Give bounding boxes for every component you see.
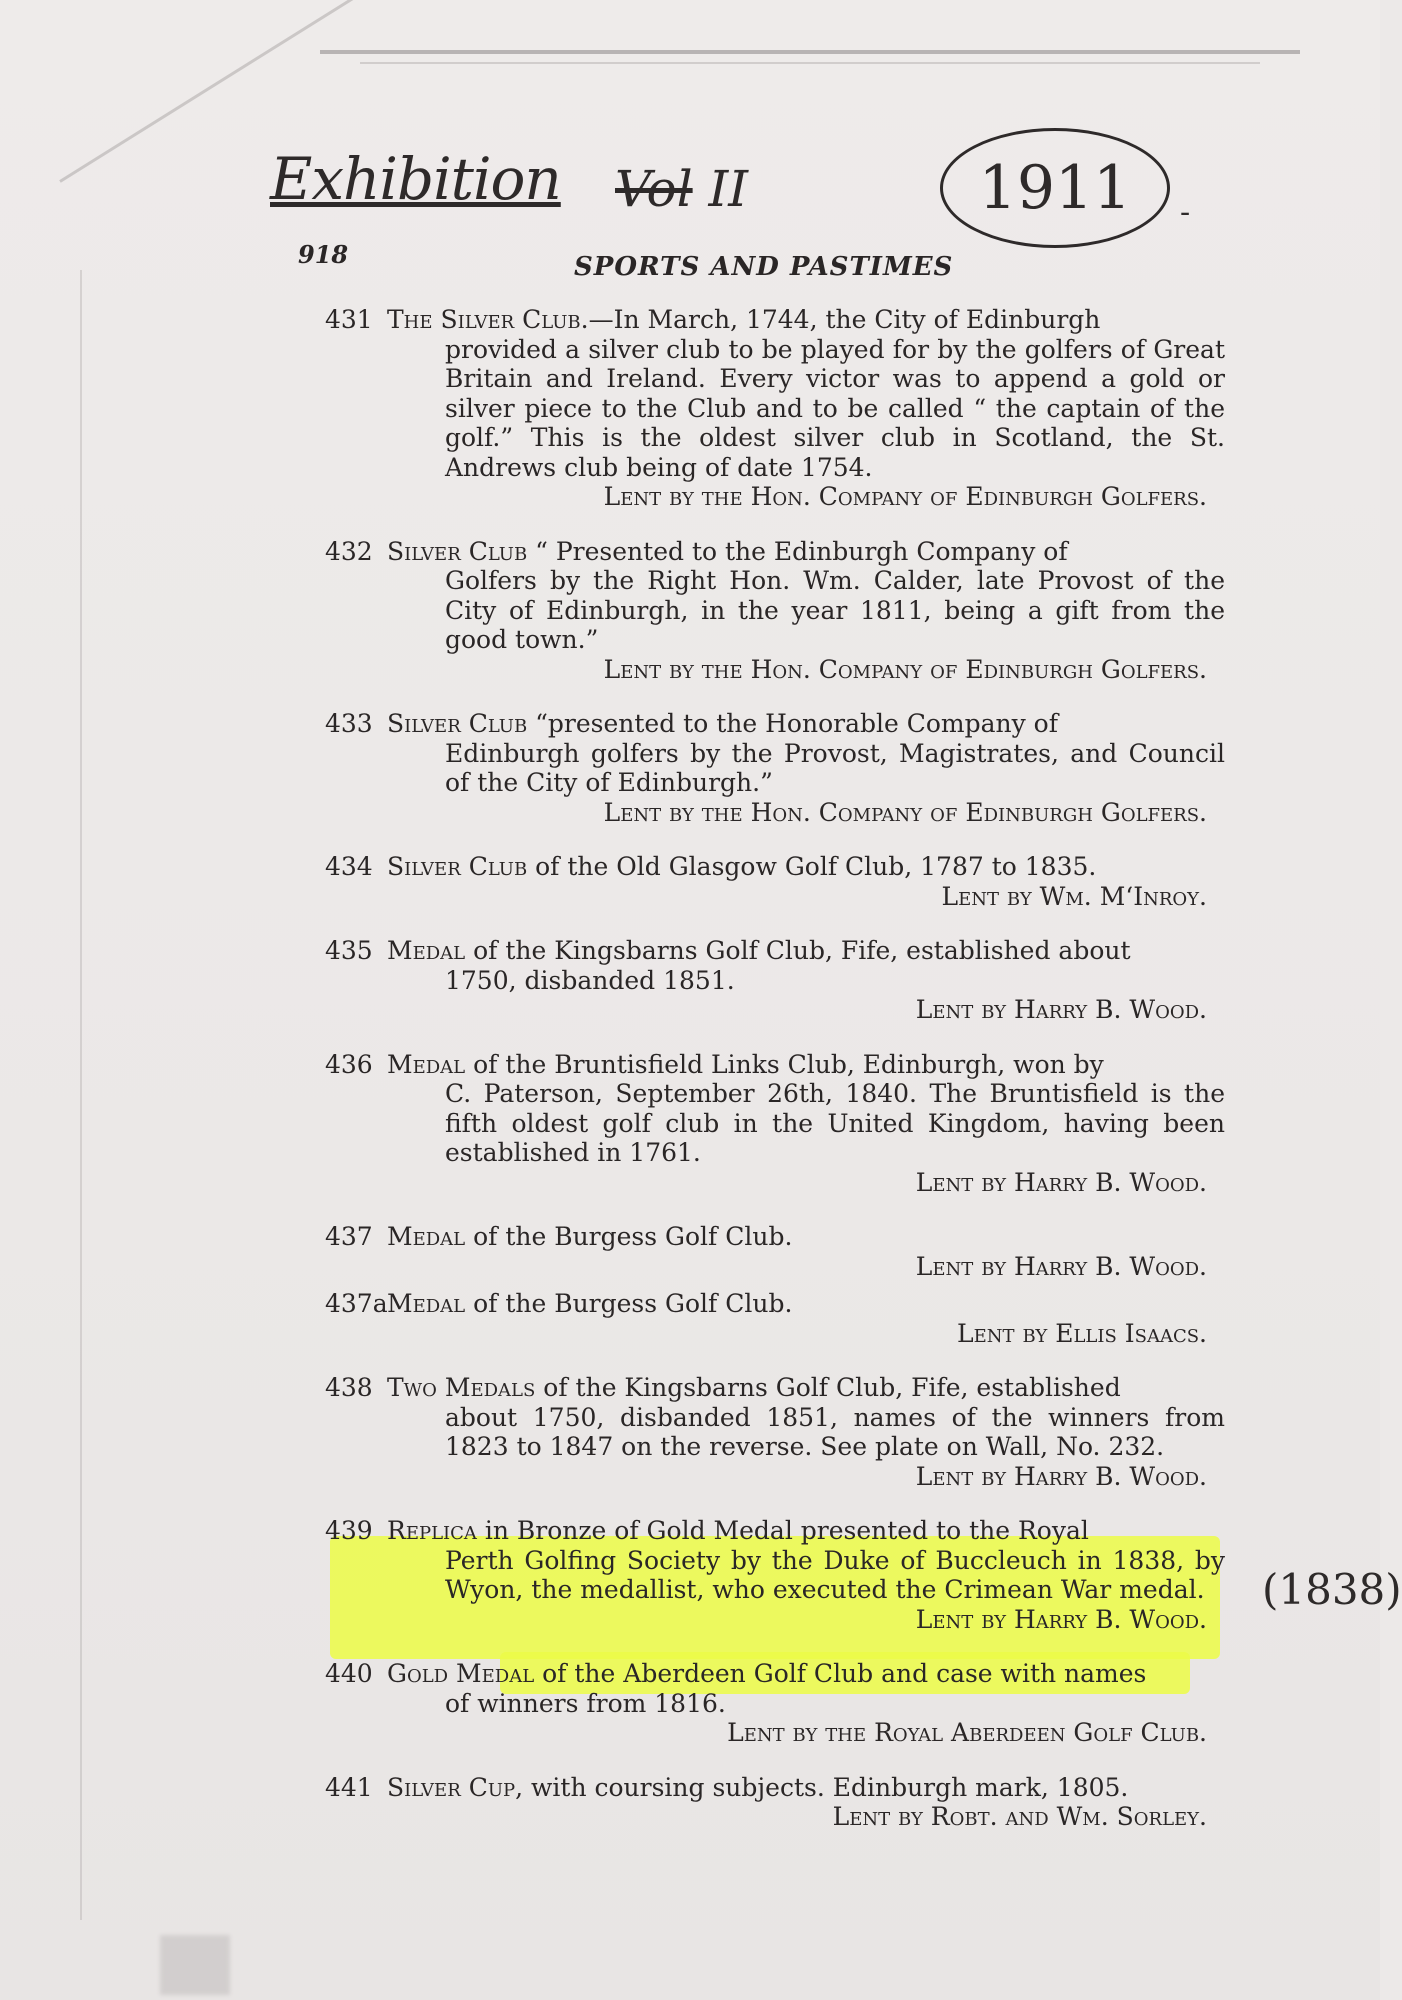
- entry-first-text: with coursing subjects. Edinburgh mark, 1805.: [523, 1772, 1129, 1802]
- entry-lender: Lent by Harry B. Wood.: [915, 995, 1207, 1024]
- entry-lender: Lent by the Hon. Company of Edinburgh Golfers.: [603, 797, 1207, 827]
- entry-title: Medal: [387, 1289, 466, 1318]
- entry-lender: Lent by Wm. M‘Inroy.: [941, 881, 1207, 911]
- entry-lender: Lent by the Hon. Company of Edinburgh Golfers.: [603, 654, 1207, 684]
- entry-first-text: —In March, 1744, the City of Edinburgh: [588, 305, 1101, 334]
- entry-first-text: of the Aberdeen Golf Club and case with names: [534, 1659, 1147, 1688]
- scan-edge-line-2: [360, 62, 1260, 64]
- entry-first-text: of the Kingsbarns Golf Club, Fife, established: [535, 1373, 1121, 1402]
- running-head: SPORTS AND PASTIMES: [574, 252, 954, 282]
- entry-title: Medal: [387, 1222, 466, 1251]
- entry-first-text: of the Kingsbarns Golf Club, Fife, established about: [465, 936, 1131, 965]
- entry-lender: Lent by the Royal Aberdeen Golf Club.: [727, 1718, 1207, 1747]
- entry-431: [325, 305, 1225, 512]
- entry-title: Silver Club: [387, 709, 528, 738]
- entry-first-line: [325, 537, 1225, 567]
- entry-number: 431: [325, 305, 373, 334]
- entry-lender: Lent by Harry B. Wood.: [915, 1167, 1207, 1197]
- entry-first-line: [325, 1516, 1225, 1546]
- entry-432: [325, 537, 1225, 685]
- handwritten-vol-struck: Vol: [615, 160, 693, 218]
- entry-body: 1750, disbanded 1851.: [445, 965, 735, 995]
- entry-434: [325, 852, 1225, 911]
- entry-title: The Silver Club.: [387, 305, 589, 334]
- entry-number: 432: [325, 536, 373, 566]
- entry-body: Edinburgh golfers by the Provost, Magistrates, and Council of the City of Edinburgh.”: [445, 738, 1225, 797]
- entry-first-text: of the Burgess Golf Club.: [465, 1222, 793, 1251]
- entry-body: of winners from 1816.: [445, 1688, 726, 1718]
- entry-433: [325, 709, 1225, 827]
- handwritten-dash: -: [1180, 195, 1191, 230]
- entry-437a: [325, 1289, 1225, 1348]
- entry-lender: Lent by Harry B. Wood.: [915, 1604, 1207, 1634]
- handwritten-volume: [615, 160, 748, 218]
- handwritten-vol-number: II: [708, 160, 749, 218]
- entry-first-line: [325, 1222, 1225, 1252]
- entry-first-line: [325, 305, 1225, 335]
- entry-title: Replica: [387, 1516, 477, 1545]
- entry-number: 439: [325, 1516, 373, 1545]
- handwritten-circled-year: 1911: [940, 128, 1170, 248]
- entry-first-line: [325, 1659, 1225, 1689]
- entry-first-line: [325, 852, 1225, 882]
- entry-number: 437: [325, 1222, 373, 1251]
- entry-title: Silver Club: [387, 852, 528, 881]
- entry-first-text: “ Presented to the Edinburgh Company of: [527, 536, 1068, 566]
- handwritten-exhibition: Exhibition: [270, 145, 561, 213]
- entry-438: [325, 1373, 1225, 1491]
- left-margin-shadow: [80, 270, 82, 1920]
- entry-first-line: [325, 1289, 1225, 1319]
- entry-first-line: [325, 1773, 1225, 1803]
- entry-first-text: of the Bruntisfield Links Club, Edinburgh, won by: [465, 1049, 1104, 1079]
- entry-first-line: [325, 709, 1225, 739]
- entry-first-line: [325, 1373, 1225, 1403]
- scan-edge-line: [320, 50, 1300, 54]
- entry-number: 438: [325, 1373, 373, 1402]
- entry-body: Golfers by the Right Hon. Wm. Calder, late Provost of the City of Edinburgh, in the year 1811, being a gift from the good town.”: [445, 566, 1225, 654]
- entry-title: Medal: [387, 1049, 466, 1079]
- entry-first-text: of the Burgess Golf Club.: [465, 1289, 793, 1318]
- entry-title: Gold Medal: [387, 1659, 535, 1688]
- handwritten-margin-note: (1838): [1262, 1565, 1402, 1614]
- entry-lender: Lent by Ellis Isaacs.: [957, 1318, 1207, 1348]
- entry-440: [325, 1659, 1225, 1748]
- entry-lender: Lent by Harry B. Wood.: [915, 1461, 1207, 1491]
- entry-number: 436: [325, 1049, 373, 1079]
- entry-first-line: [325, 936, 1225, 966]
- entry-number: 433: [325, 709, 373, 738]
- entry-number: 434: [325, 852, 373, 881]
- entry-first-text: in Bronze of Gold Medal presented to the Royal: [476, 1516, 1089, 1545]
- entry-lender: Lent by the Hon. Company of Edinburgh Golfers.: [603, 482, 1207, 511]
- entry-body: Perth Golfing Society by the Duke of Buccleuch in 1838, by Wyon, the medallist, who executed the Crimean War medal.: [445, 1545, 1225, 1604]
- entry-number: 435: [325, 936, 373, 965]
- entry-body: provided a silver club to be played for by the golfers of Great Britain and Ireland. Every victor was to append a gold or silver piece to the Club and to be called “ the captain of the golf.” This is the oldest silver club in Scotland, the St. Andrews club being of date 1754.: [445, 334, 1225, 482]
- entry-437: [325, 1222, 1225, 1281]
- entry-number: 441: [325, 1772, 373, 1802]
- scan-smudge: [160, 1935, 230, 1995]
- entry-first-line: [325, 1050, 1225, 1080]
- entry-number: 440: [325, 1659, 373, 1688]
- entry-title: Silver Club: [387, 536, 528, 566]
- entry-first-text: of the Old Glasgow Golf Club, 1787 to 1835.: [527, 852, 1097, 881]
- entry-number: 437a: [325, 1289, 388, 1318]
- entry-436: [325, 1050, 1225, 1198]
- entry-body: about 1750, disbanded 1851, names of the winners from 1823 to 1847 on the reverse. See plate on Wall, No. 232.: [445, 1402, 1225, 1461]
- entry-body: C. Paterson, September 26th, 1840. The Bruntisfield is the fifth oldest golf club in the United Kingdom, having been established in 1761.: [445, 1079, 1225, 1167]
- entry-title: Silver Cup,: [387, 1772, 524, 1802]
- catalogue-entries: [325, 305, 1225, 1857]
- entry-435: [325, 936, 1225, 1025]
- entry-first-text: “presented to the Honorable Company of: [527, 709, 1058, 738]
- entry-439-highlighted: [325, 1516, 1225, 1634]
- entry-title: Medal: [387, 936, 466, 965]
- entry-title: Two Medals: [387, 1373, 536, 1402]
- entry-lender: Lent by Robt. and Wm. Sorley.: [832, 1802, 1207, 1831]
- page-number: 918: [298, 240, 349, 269]
- entry-441: [325, 1773, 1225, 1832]
- entry-lender: Lent by Harry B. Wood.: [915, 1251, 1207, 1281]
